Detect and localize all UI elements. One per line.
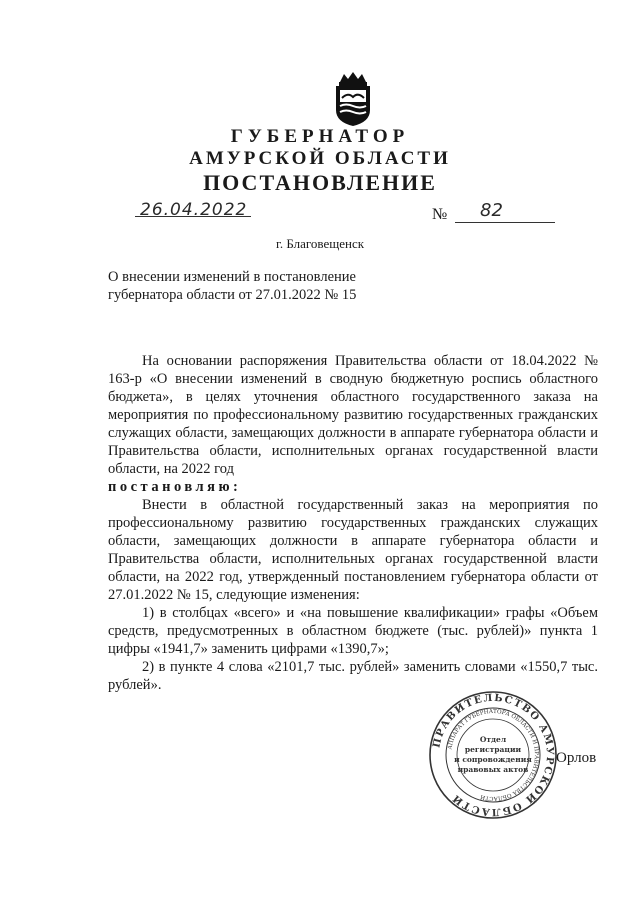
- stamp-inner-text: АППАРАТ ГУБЕРНАТОРА ОБЛАСТИ И ПРАВИТЕЛЬСТВА ОБЛАСТИ: [447, 708, 540, 802]
- resolve-keyword: постановляю:: [108, 479, 242, 495]
- stamp-line-3: и сопровождения: [454, 755, 532, 764]
- issuer-region: АМУРСКОЙ ОБЛАСТИ: [189, 148, 451, 169]
- amendment-item-2: 2) в пункте 4 слова «2101,7 тыс. рублей» заменить словами «1550,7 тыс. рублей».: [108, 659, 598, 693]
- main-paragraph: Внести в областной государственный заказ на мероприятия по профессиональному развитию государственных гражданских служащих области, замещающих должности в аппарате губернатора области и Правительства области, исполнительных органах государственной власти области, на 2022 год, утвержденный постановлением губернатора области от 27.01.2022 № 15, следующие изменения:: [108, 497, 598, 603]
- document-date: 26.04.2022: [140, 200, 248, 220]
- document-number: 82: [480, 200, 503, 221]
- stamp-line-2: регистрации: [464, 745, 522, 754]
- amendment-item-1: 1) в столбцах «всего» и «на повышение квалификации» графы «Объем средств, предусмотренных в областном бюджете (тыс. рублей)» пункта 1 цифры «1941,7» заменить цифрами «1390,7»;: [108, 605, 598, 657]
- preamble-paragraph: На основании распоряжения Правительства области от 18.04.2022 № 163-р «О внесении изменений в сводную бюджетную роспись областного бюджета», в целях уточнения областного государственного заказа на мероприятия по профессиональному развитию государственных гражданских служащих области, замещающих должности в аппарате губернатора области и Правительства области, исполнительных органах государственной власти области, на 2022 год: [108, 353, 598, 477]
- document-subject: О внесении изменений в постановление губернатора области от 27.01.2022 № 15: [108, 269, 357, 303]
- issuer-title: ГУБЕРНАТОР: [230, 126, 410, 147]
- city: г. Благовещенск: [275, 236, 365, 251]
- number-underline: [455, 222, 555, 223]
- date-underline: [135, 216, 251, 217]
- stamp-line-4: правовых актов: [457, 765, 529, 774]
- document-body: [108, 352, 598, 694]
- coat-of-arms-icon: [330, 70, 376, 128]
- document-type: ПОСТАНОВЛЕНИЕ: [203, 170, 437, 195]
- official-stamp: [428, 690, 558, 820]
- stamp-line-1: Отдел: [479, 735, 507, 744]
- stamp-outer-text: ПРАВИТЕЛЬСТВО АМУРСКОЙ ОБЛАСТИ: [431, 692, 556, 818]
- signatory-name: Орлов: [556, 750, 597, 766]
- number-label: №: [432, 206, 448, 223]
